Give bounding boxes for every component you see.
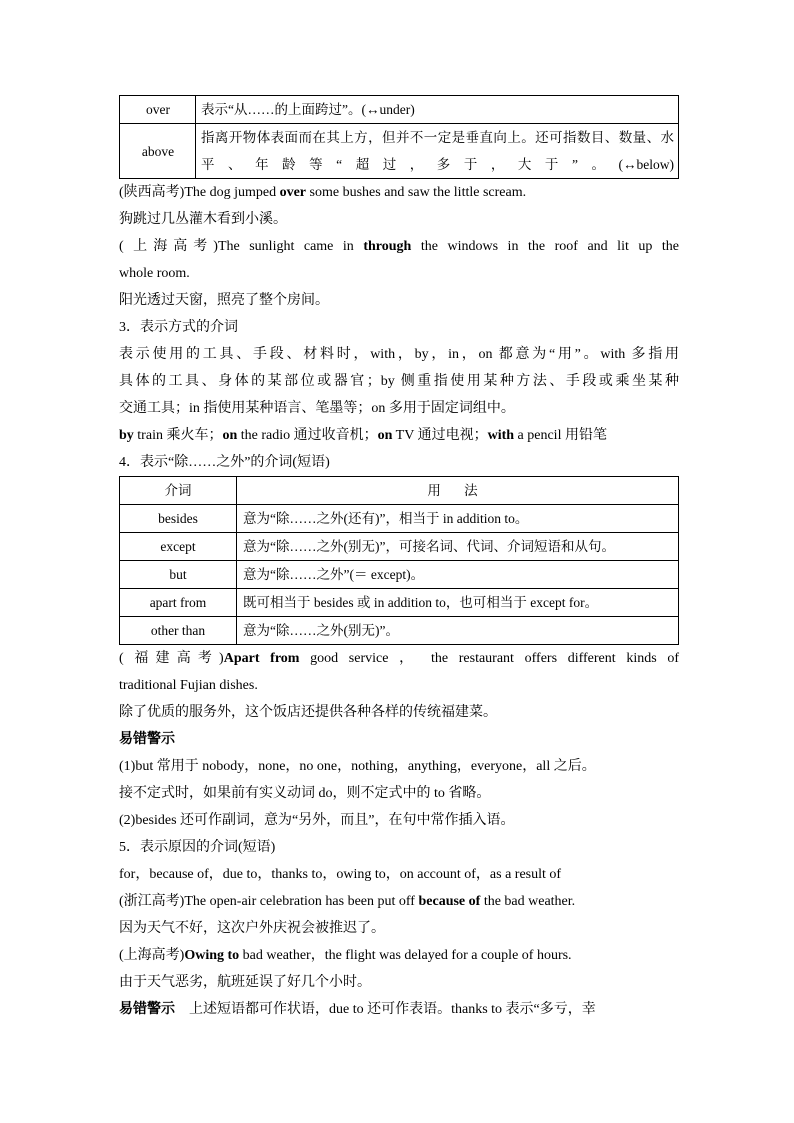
table-cell-word: over: [120, 96, 196, 124]
example-text: The open-air celebration has been put off: [184, 894, 419, 909]
table-cell-meaning: 指离开物体表面而在其上方，但并不一定是垂直向上。还可指数目、数量、水平、年龄等“超过，多于，大于”。(↔below): [196, 124, 679, 179]
example-text: some bushes and saw the little scream.: [306, 185, 527, 200]
paragraph-line: 交通工具；in 指使用某种语言、笔墨等；on 多用于固定词组中。: [119, 401, 515, 416]
example-sentence: [119, 233, 679, 260]
preposition-table-except: [119, 476, 679, 645]
section-title: 5．表示原因的介词(短语): [119, 840, 276, 855]
source-label: ( 上海高考): [119, 239, 218, 254]
table-header: 用 法: [237, 477, 679, 505]
table-row: [120, 561, 679, 589]
example-text: The sunlight came in: [217, 239, 364, 254]
key-word: Apart from: [223, 651, 300, 666]
key-word: with: [487, 428, 515, 443]
source-label: (陕西高考): [119, 185, 185, 200]
table-header: 介词: [120, 477, 237, 505]
example-text: the windows in the roof and lit up the: [411, 239, 679, 254]
warning-line: 接不定式时，如果前有实义动词 do，则不定式中的 to 省略。: [119, 786, 491, 801]
preposition-table-over-above: [119, 95, 679, 179]
example-sentence: [119, 179, 679, 206]
table-cell-meaning: 表示“从……的上面跨过”。(↔under): [196, 96, 679, 124]
key-word: on: [377, 428, 393, 443]
section-title: 3．表示方式的介词: [119, 320, 238, 335]
table-row: [120, 96, 679, 124]
table-row: [120, 124, 679, 179]
translation: 狗跳过几丛灌木看到小溪。: [119, 212, 287, 227]
paragraph-line: 具体的工具、身体的某部位或器官；by 侧重指使用某种方法、手段或乘坐某种: [119, 374, 679, 389]
key-word: over: [279, 185, 307, 200]
warning-line: (1)but 常用于 nobody，none，no one，nothing，anything，everyone，all 之后。: [119, 759, 596, 774]
table-cell-usage: 意为“除……之外(别无)”。: [237, 617, 679, 645]
example-sentence-continued: traditional Fujian dishes.: [119, 678, 258, 693]
example-sentence: [119, 942, 679, 969]
warning-paragraph: [119, 996, 679, 1023]
warning-label: 易错警示: [119, 1002, 175, 1017]
example-sentence: [119, 888, 679, 915]
warning-line: (2)besides 还可作副词，意为“另外，而且”，在句中常作插入语。: [119, 813, 515, 828]
table-row: [120, 505, 679, 533]
example-sentence-continued: whole room.: [119, 266, 190, 281]
phrase-text: TV 通过电视；: [392, 428, 488, 443]
translation: 因为天气不好，这次户外庆祝会被推迟了。: [119, 921, 385, 936]
table-cell-word: above: [120, 124, 196, 179]
table-cell-word: besides: [120, 505, 237, 533]
document-page: [119, 95, 679, 1023]
table-cell-usage: 意为“除……之外(还有)”，相当于 in addition to。: [237, 505, 679, 533]
table-cell-word: except: [120, 533, 237, 561]
warning-title: [119, 726, 679, 753]
source-label: (浙江高考): [119, 894, 185, 909]
example-text: bad weather，the flight was delayed for a couple of hours.: [239, 948, 572, 963]
table-cell-usage: 既可相当于 besides 或 in addition to，也可相当于 except for。: [237, 589, 679, 617]
table-row: [120, 617, 679, 645]
key-word: by: [119, 428, 134, 443]
phrase-text: the radio 通过收音机；: [237, 428, 378, 443]
key-word: Owing to: [184, 948, 240, 963]
key-word: through: [363, 239, 412, 254]
example-text: the bad weather.: [480, 894, 576, 909]
table-cell-word: other than: [120, 617, 237, 645]
table-cell-usage: 意为“除……之外”(＝ except)。: [237, 561, 679, 589]
key-word: on: [222, 428, 238, 443]
phrase-list: for，because of，due to，thanks to，owing to，on account of，as a result of: [119, 867, 562, 882]
table-row: [120, 589, 679, 617]
table-row: [120, 533, 679, 561]
translation: 阳光透过天窗，照亮了整个房间。: [119, 293, 329, 308]
example-text: The dog jumped: [184, 185, 280, 200]
table-header-row: [120, 477, 679, 505]
translation: 由于天气恶劣，航班延误了好几个小时。: [119, 975, 371, 990]
source-label: ( 福建高考): [119, 651, 224, 666]
phrase-text: train 乘火车；: [133, 428, 223, 443]
section-title: 4．表示“除……之外”的介词(短语): [119, 455, 330, 470]
phrase-text: a pencil 用铅笔: [514, 428, 607, 443]
key-word: because of: [418, 894, 481, 909]
paragraph-line: 表示使用的工具、手段、材料时，with，by，in，on 都意为“用”。with 多指用: [119, 347, 679, 362]
table-cell-word: but: [120, 561, 237, 589]
example-phrases: [119, 422, 679, 449]
warning-text: 上述短语都可作状语，due to 还可作表语。thanks to 表示“多亏，幸: [175, 1002, 596, 1017]
translation: 除了优质的服务外，这个饭店还提供各种各样的传统福建菜。: [119, 705, 497, 720]
source-label: (上海高考): [119, 948, 185, 963]
example-sentence: [119, 645, 679, 672]
warning-label: 易错警示: [119, 732, 175, 747]
example-text: good service ， the restaurant offers different kinds of: [299, 651, 679, 666]
table-cell-word: apart from: [120, 589, 237, 617]
table-cell-usage: 意为“除……之外(别无)”，可接名词、代词、介词短语和从句。: [237, 533, 679, 561]
